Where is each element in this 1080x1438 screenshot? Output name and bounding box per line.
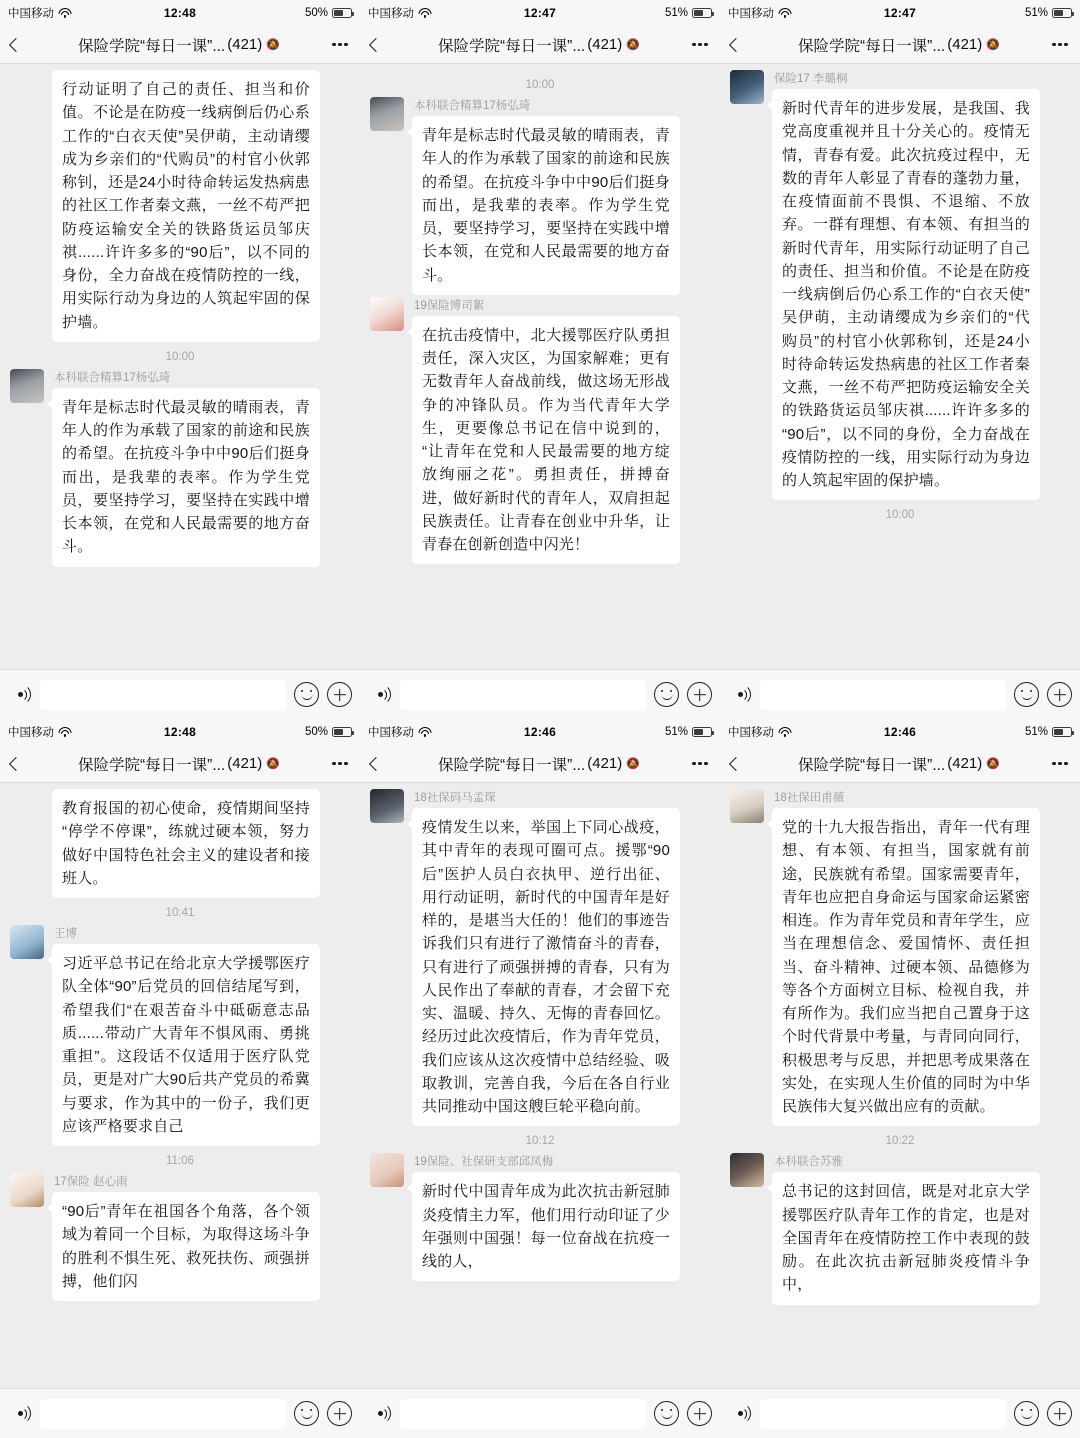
dot [1052, 762, 1055, 765]
chat-screenshot-panel [720, 0, 1080, 719]
bell-muted-icon: 🔕 [626, 758, 640, 770]
message-input-bar [720, 669, 1080, 719]
battery-icon [332, 727, 352, 737]
chat-message [730, 1153, 1070, 1304]
message-sender-name: 19保险、社保研支部邱凤梅 [414, 1156, 554, 1169]
avatar[interactable] [370, 789, 404, 823]
voice-input-icon[interactable] [8, 1402, 32, 1426]
battery-icon [1052, 8, 1072, 18]
plus-icon[interactable] [687, 682, 712, 707]
message-sender-name: 18社保田甫薇 [774, 792, 845, 804]
message-bubble[interactable]: 新时代青年的进步发展，是我国、我党高度重视并且十分关心的。疫情无情，青春有爱。此次抗疫过程中，无数的青年人彰显了青春的蓬勃力量，在疫情面前不畏惧、不退缩、不放弃。一群有理想、有本领、有担当的新时代青年，用实际行动证明了自己的责任、担当和价值。不论是在防疫一线病倒后仍心系工作的“白衣天使”吴伊萌，主动请缨成为乡亲们的“代购员”的村官小伙郭称钊，还是24小时待命转运发热病患的社区工作者秦文燕，一丝不苟严把防疫运输安全关的铁路货运员邹庆祺......许许多多的“90后”，以不同的身份，全力奋战在疫情防控的一线，用实际行动为身边的人筑起牢固的保护墙。 [772, 89, 1040, 500]
carrier-label: 中国移动 [728, 727, 774, 739]
message-timestamp: 11:06 [166, 1155, 194, 1167]
message-sender-name: 本科联合精算17杨弘琦 [54, 371, 171, 384]
chat-member-count: (421) [227, 755, 263, 772]
bell-muted-icon: 🔕 [266, 39, 280, 51]
message-bubble[interactable]: 新时代中国青年成为此次抗击新冠肺炎疫情主力军，他们用行动印证了少年强则中国强！每一位奋战在抗疫一线的人， [412, 1172, 680, 1281]
chat-message-list[interactable] [0, 783, 360, 1388]
avatar[interactable] [730, 789, 764, 823]
dot [704, 762, 707, 765]
chat-title [30, 34, 328, 56]
chat-member-count: (421) [587, 755, 623, 772]
message-bubble[interactable]: 行动证明了自己的责任、担当和价值。不论是在防疫一线病倒后仍心系工作的“白衣天使”吴伊萌，主动请缨成为乡亲们的“代购员”的村官小伙郭称钊，还是24小时待命转运发热病患的社区工作者秦文燕，一丝不苟严把防疫运输安全关的铁路货运员邹庆祺......许许多多的“90后”，以不同的身份，全力奋战在疫情防控的一线，用实际行动为身边的人筑起牢固的保护墙。 [52, 70, 320, 342]
chevron-left-icon [9, 756, 23, 770]
message-input-field[interactable] [400, 680, 646, 710]
voice-input-icon[interactable] [368, 683, 392, 707]
wifi-icon [778, 8, 791, 18]
chat-message-list[interactable] [720, 64, 1080, 669]
voice-input-icon[interactable] [8, 683, 32, 707]
avatar[interactable] [730, 1153, 764, 1187]
chat-message [10, 789, 350, 898]
dot [344, 43, 347, 46]
message-sender-name: 18社保码马孟琛 [414, 792, 496, 804]
status-right [957, 726, 1072, 738]
battery-percent-label: 51% [1024, 726, 1048, 738]
dot [338, 43, 341, 46]
battery-percent-label: 51% [664, 726, 688, 738]
message-input-bar [360, 1388, 720, 1438]
nav-bar [360, 745, 720, 783]
emoji-icon[interactable] [1014, 682, 1039, 707]
chat-message [370, 789, 710, 1126]
chat-title-name: 保险学院“每日一课”... [78, 756, 226, 774]
message-timestamp: 10:00 [885, 509, 915, 522]
dot [1064, 43, 1067, 46]
message-timestamp: 10:12 [525, 1135, 555, 1148]
chat-screenshot-panel [720, 719, 1080, 1438]
chat-member-count: (421) [947, 755, 983, 772]
message-bubble[interactable]: 青年是标志时代最灵敏的晴雨表，青年人的作为承载了国家的前途和民族的希望。在抗疫斗争中中90后们挺身而出，是我辈的表率。作为学生党员，要坚持学习，要坚持在实践中增长本领，在党和人民最需要的地方奋斗。 [412, 116, 680, 295]
carrier-label: 中国移动 [8, 727, 54, 739]
battery-icon [692, 8, 712, 18]
more-options-button[interactable] [328, 43, 352, 46]
wifi-icon [58, 727, 71, 737]
message-input-bar [720, 1388, 1080, 1438]
plus-icon[interactable] [1047, 682, 1072, 707]
battery-percent-label: 51% [664, 7, 688, 19]
chat-message [10, 925, 350, 1146]
status-bar [720, 719, 1080, 745]
message-sender-name: 本科联合精算17杨弘琦 [414, 100, 531, 112]
status-left [8, 724, 123, 740]
dot [1058, 43, 1061, 46]
message-input-bar [0, 669, 360, 719]
chevron-left-icon [9, 37, 23, 51]
clock-label: 12:46 [523, 725, 557, 739]
message-bubble[interactable]: 教育报国的初心使命，疫情期间坚持“停学不停课”，练就过硬本领，努力做好中国特色社会主义的建设者和接班人。 [52, 789, 320, 898]
message-body [772, 70, 1070, 500]
chat-message [370, 1153, 710, 1281]
message-input-bar [0, 1388, 360, 1438]
dot [692, 43, 695, 46]
wifi-icon [418, 8, 431, 18]
chat-message-list[interactable] [360, 783, 720, 1388]
more-options-button[interactable] [688, 43, 712, 46]
message-body [52, 925, 350, 1146]
bell-muted-icon: 🔕 [626, 39, 640, 51]
back-button[interactable] [728, 759, 750, 769]
chat-title [750, 34, 1048, 56]
more-options-button[interactable] [688, 762, 712, 765]
chat-title [750, 753, 1048, 775]
chat-message [730, 70, 1070, 500]
dot [344, 762, 347, 765]
voice-input-icon[interactable] [728, 1402, 752, 1426]
chat-message-list[interactable] [0, 64, 360, 669]
status-bar [360, 719, 720, 745]
chat-member-count: (421) [947, 36, 983, 53]
message-timestamp: 10:00 [165, 350, 195, 363]
avatar[interactable] [370, 97, 404, 131]
chat-message [370, 297, 710, 565]
dot [1052, 43, 1055, 46]
carrier-label: 中国移动 [8, 8, 54, 20]
battery-icon [1052, 727, 1072, 737]
message-timestamp: 10:22 [885, 1135, 915, 1148]
message-body [772, 1153, 1070, 1304]
status-bar [360, 0, 720, 26]
message-body [412, 97, 710, 295]
bell-muted-icon: 🔕 [986, 758, 1000, 770]
chat-title-name: 保险学院“每日一课”... [798, 37, 946, 55]
message-input-field[interactable] [40, 1399, 286, 1429]
avatar[interactable] [730, 70, 764, 104]
dot [1064, 762, 1067, 765]
status-right [237, 726, 352, 738]
chat-message [370, 97, 710, 295]
nav-bar [720, 745, 1080, 783]
chat-screenshot-panel [360, 0, 720, 719]
plus-icon[interactable] [327, 1401, 352, 1426]
message-input-field[interactable] [40, 680, 286, 710]
chat-message [10, 1173, 350, 1301]
message-bubble[interactable]: 在抗击疫情中，北大援鄂医疗队勇担责任，深入灾区，为国家解难；更有无数青年人奋战前线，做这场无形战争的冲锋队员。作为当代青年大学生，更要像总书记在信中说到的，“让青年在党和人民最需要的地方绽放绚丽之花”。勇担责任，拼搏奋进，做好新时代的青年人，双肩担起民族责任。让青春在创业中升华，让青春在创新创造中闪光！ [412, 316, 680, 565]
dot [692, 762, 695, 765]
clock-label: 12:48 [163, 6, 197, 20]
message-bubble[interactable]: “90后”青年在祖国各个角落，各个领域为着同一个目标，为取得这场斗争的胜利不惧生死、救死扶伤、顽强拼搏，他们闪 [52, 1192, 320, 1301]
message-body [52, 789, 350, 898]
message-bubble[interactable]: 习近平总书记在给北京大学援鄂医疗队全体“90”后党员的回信结尾写到，希望我们“在艰苦奋斗中砥砺意志品质......带动广大青年不惧风雨、勇挑重担”。这段话不仅适用于医疗队党员，更是对广大90后共产党员的希冀与要求，作为其中的一份子，我们更应该严格要求自己 [52, 944, 320, 1146]
carrier-label: 中国移动 [728, 8, 774, 20]
message-input-bar [360, 669, 720, 719]
back-button[interactable] [8, 759, 30, 769]
message-sender-name: 本科联合苏雅 [774, 1156, 843, 1169]
chat-title-name: 保险学院“每日一课”... [798, 756, 946, 774]
status-right [237, 7, 352, 19]
battery-percent-label: 50% [304, 726, 328, 738]
chat-message-list[interactable] [720, 783, 1080, 1388]
carrier-label: 中国移动 [368, 8, 414, 20]
carrier-label: 中国移动 [368, 727, 414, 739]
plus-icon[interactable] [1047, 1401, 1072, 1426]
avatar[interactable] [10, 369, 44, 403]
avatar[interactable] [10, 1173, 44, 1207]
chevron-left-icon [729, 37, 743, 51]
message-sender-name: 19保险博司絮 [414, 299, 485, 312]
message-body [412, 297, 710, 565]
status-bar [0, 0, 360, 26]
wifi-icon [778, 727, 791, 737]
battery-percent-label: 51% [1024, 7, 1048, 19]
more-options-button[interactable] [328, 762, 352, 765]
emoji-icon[interactable] [294, 1401, 319, 1426]
message-bubble[interactable]: 青年是标志时代最灵敏的晴雨表，青年人的作为承载了国家的前途和民族的希望。在抗疫斗争中中90后们挺身而出，是我辈的表率。作为学生党员，要坚持学习，要坚持在实践中增长本领，在党和人民最需要的地方奋斗。 [52, 388, 320, 567]
wifi-icon [418, 727, 431, 737]
chat-member-count: (421) [227, 36, 263, 53]
chevron-left-icon [729, 756, 743, 770]
message-input-field[interactable] [400, 1399, 646, 1429]
dot [704, 43, 707, 46]
chat-title [390, 34, 688, 56]
status-right [597, 726, 712, 738]
chat-message [10, 369, 350, 567]
emoji-icon[interactable] [294, 682, 319, 707]
status-bar [720, 0, 1080, 26]
status-left [728, 724, 843, 740]
message-timestamp: 10:00 [525, 79, 555, 91]
chat-message [730, 789, 1070, 1126]
clock-label: 12:48 [163, 725, 197, 739]
plus-icon[interactable] [687, 1401, 712, 1426]
message-body [52, 369, 350, 567]
chat-screenshot-panel [0, 0, 360, 719]
chat-title [30, 753, 328, 775]
message-bubble[interactable]: 党的十九大报告指出，青年一代有理想、有本领、有担当，国家就有前途，民族就有希望。国家需要青年，青年也应把自身命运与国家命运紧密相连。作为青年党员和青年学生，应当在理想信念、爱国情怀、责任担当、奋斗精神、过硬本领、品德修为等各个方面树立目标、检视自我，并有所作为。我们应当把自己置身于这个时代背景中考量，与青同向同行，积极思考与反思，并把思考成果落在实处，在实现人生价值的同时为中华民族伟大复兴做出应有的贡献。 [772, 808, 1040, 1126]
dot [1058, 762, 1061, 765]
back-button[interactable] [728, 40, 750, 50]
voice-input-icon[interactable] [368, 1402, 392, 1426]
message-bubble[interactable]: 总书记的这封回信，既是对北京大学援鄂医疗队青年工作的肯定，也是对全国青年在疫情防控工作中表现的鼓励。在此次抗击新冠肺炎疫情斗争中， [772, 1172, 1040, 1304]
chat-member-count: (421) [587, 36, 623, 53]
more-options-button[interactable] [1048, 43, 1072, 46]
status-left [8, 5, 123, 21]
bell-muted-icon: 🔕 [266, 758, 280, 770]
message-sender-name: 17保险 赵心雨 [54, 1176, 128, 1188]
message-body [52, 70, 350, 342]
message-sender-name: 王博 [54, 928, 77, 940]
nav-bar [360, 26, 720, 64]
chevron-left-icon [369, 756, 383, 770]
chat-screenshot-panel [0, 719, 360, 1438]
clock-label: 12:47 [883, 6, 917, 20]
bell-muted-icon: 🔕 [986, 39, 1000, 51]
battery-icon [332, 8, 352, 18]
chat-title-name: 保险学院“每日一课”... [438, 756, 586, 774]
message-input-field[interactable] [760, 680, 1006, 710]
chat-message-list[interactable] [360, 64, 720, 669]
message-bubble[interactable]: 疫情发生以来，举国上下同心战疫，其中青年的表现可圈可点。援鄂“90后”医护人员白衣执甲、逆行出征、用行动证明，新时代的中国青年是好样的，是堪当大任的！他们的事迹告诉我们只有进行了激情奋斗的青春，只有进行了顽强拼搏的青春，只有为人民作出了奉献的青春，才会留下充实、温暖、持久、无悔的青春回忆。经历过此次疫情后，作为青年党员，我们应该从这次疫情中总结经验、吸取教训，完善自我，今后在各自行业共同推动中国这艘巨轮平稳向前。 [412, 808, 680, 1126]
back-button[interactable] [8, 40, 30, 50]
avatar[interactable] [10, 925, 44, 959]
clock-label: 12:46 [883, 725, 917, 739]
message-input-field[interactable] [760, 1399, 1006, 1429]
status-left [728, 5, 843, 21]
chat-title-name: 保险学院“每日一课”... [438, 37, 586, 55]
dot [332, 762, 335, 765]
clock-label: 12:47 [523, 6, 557, 20]
chat-title [390, 753, 688, 775]
message-timestamp: 10:41 [165, 907, 195, 919]
battery-percent-label: 50% [304, 7, 328, 19]
emoji-icon[interactable] [1014, 1401, 1039, 1426]
chevron-left-icon [369, 37, 383, 51]
chat-title-name: 保险学院“每日一课”... [78, 37, 226, 55]
plus-icon[interactable] [327, 682, 352, 707]
dot [698, 43, 701, 46]
avatar[interactable] [370, 297, 404, 331]
more-options-button[interactable] [1048, 762, 1072, 765]
back-button[interactable] [368, 759, 390, 769]
dot [332, 43, 335, 46]
status-left [368, 5, 483, 21]
voice-input-icon[interactable] [728, 683, 752, 707]
back-button[interactable] [368, 40, 390, 50]
nav-bar [0, 745, 360, 783]
avatar[interactable] [370, 1153, 404, 1187]
message-sender-name: 保险17 李璐桐 [774, 73, 848, 85]
emoji-icon[interactable] [654, 682, 679, 707]
message-body [52, 1173, 350, 1301]
status-right [597, 7, 712, 19]
battery-icon [692, 727, 712, 737]
wifi-icon [58, 8, 71, 18]
message-body [412, 1153, 710, 1281]
status-left [368, 724, 483, 740]
chat-message [10, 70, 350, 342]
status-right [957, 7, 1072, 19]
message-body [412, 789, 710, 1126]
emoji-icon[interactable] [654, 1401, 679, 1426]
status-bar [0, 719, 360, 745]
chat-screenshot-panel [360, 719, 720, 1438]
nav-bar [720, 26, 1080, 64]
nav-bar [0, 26, 360, 64]
dot [338, 762, 341, 765]
message-body [772, 789, 1070, 1126]
dot [698, 762, 701, 765]
